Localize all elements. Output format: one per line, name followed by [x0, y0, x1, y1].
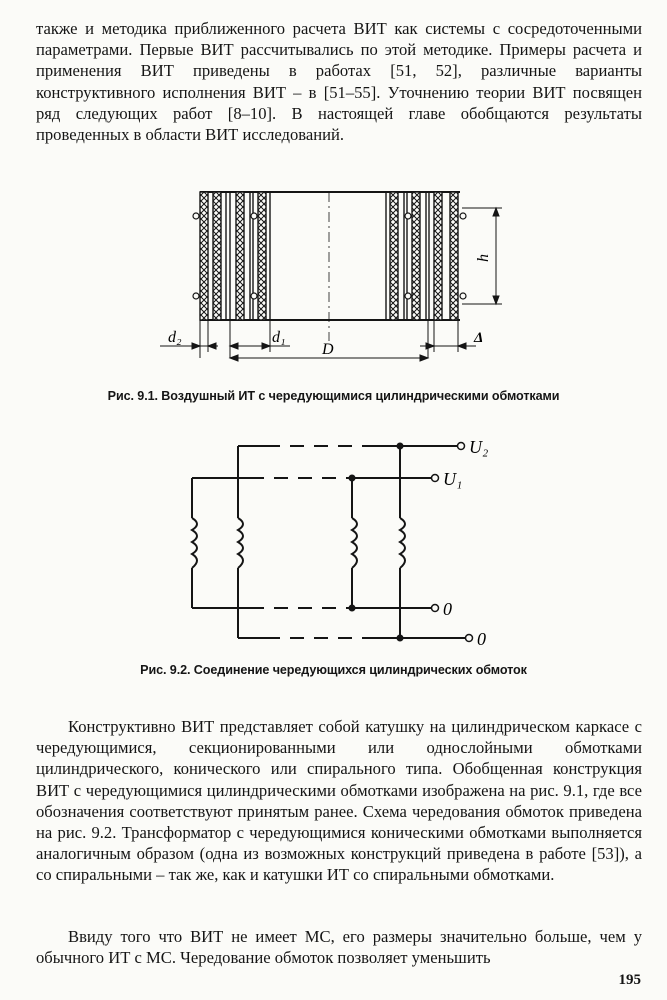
- figure-9-1: [0, 186, 667, 376]
- construction-paragraph: Конструктивно ВИТ представляет собой катушку на цилиндрическом каркасе с чередующимися, секционированными или однослойными обмотками цилиндрического, конического или спирального типа. Обобщенная конструкция ВИТ с чередующимися цилиндрическими обмотками изображена на рис. 9.1, где все обозначения соответствуют принятым ранее. Схема чередования обмоток приведена на рис. 9.2. Трансформатор с чередующимися коническими обмотками выполняется аналогичным образом (одна из возможных конструкций приведена в работе [53]), а со спиральными – так же, как и катушки ИТ со спиральными обмотками.: [36, 717, 642, 885]
- right-winding-stack: [386, 192, 458, 320]
- terminal-zero-2-label: 0: [477, 629, 486, 649]
- left-winding-stack: [200, 192, 270, 320]
- figure-9-1-caption: Рис. 9.1. Воздушный ИТ с чередующимися цилиндрическими обмотками: [107, 389, 560, 403]
- winding-connection-schematic: [0, 432, 667, 652]
- figure-9-2: [0, 432, 667, 652]
- terminal-zero-1-label: 0: [443, 599, 452, 619]
- coil-2: [238, 518, 243, 568]
- label-h: h: [475, 254, 492, 262]
- page-number: 195: [618, 972, 641, 988]
- closing-paragraph: Ввиду того что ВИТ не имеет МС, его размеры значительно больше, чем у обычного ИТ с МС. Чередование обмоток позволяет уменьшить: [36, 927, 642, 968]
- label-d1: d₁: [272, 329, 286, 346]
- label-delta: Δ: [474, 330, 484, 346]
- figure-9-2-caption: Рис. 9.2. Соединение чередующихся цилиндрических обмоток: [140, 663, 527, 677]
- terminal-u1-label: U₁: [443, 469, 463, 489]
- coil-3: [352, 518, 357, 568]
- coil-1: [192, 518, 197, 568]
- coil-4: [400, 518, 405, 568]
- intro-paragraph: также и методика приближенного расчета ВИТ как системы с сосредоточенными параметрами. Первые ВИТ рассчитывались по этой методике. Примеры расчета и применения ВИТ приведены в работах [51, 52], различные варианты конструктивного исполнения ВИТ – в [51–55]. Уточнению теории ВИТ посвящен ряд следующих работ [8–10]. В настоящей главе обобщаются результаты проведенных в области ВИТ исследований.: [36, 19, 642, 145]
- label-D: D: [322, 341, 334, 358]
- terminal-u2-label: U₂: [469, 437, 489, 457]
- label-d2: d₂: [168, 329, 182, 346]
- cylindrical-windings-drawing: [0, 186, 667, 376]
